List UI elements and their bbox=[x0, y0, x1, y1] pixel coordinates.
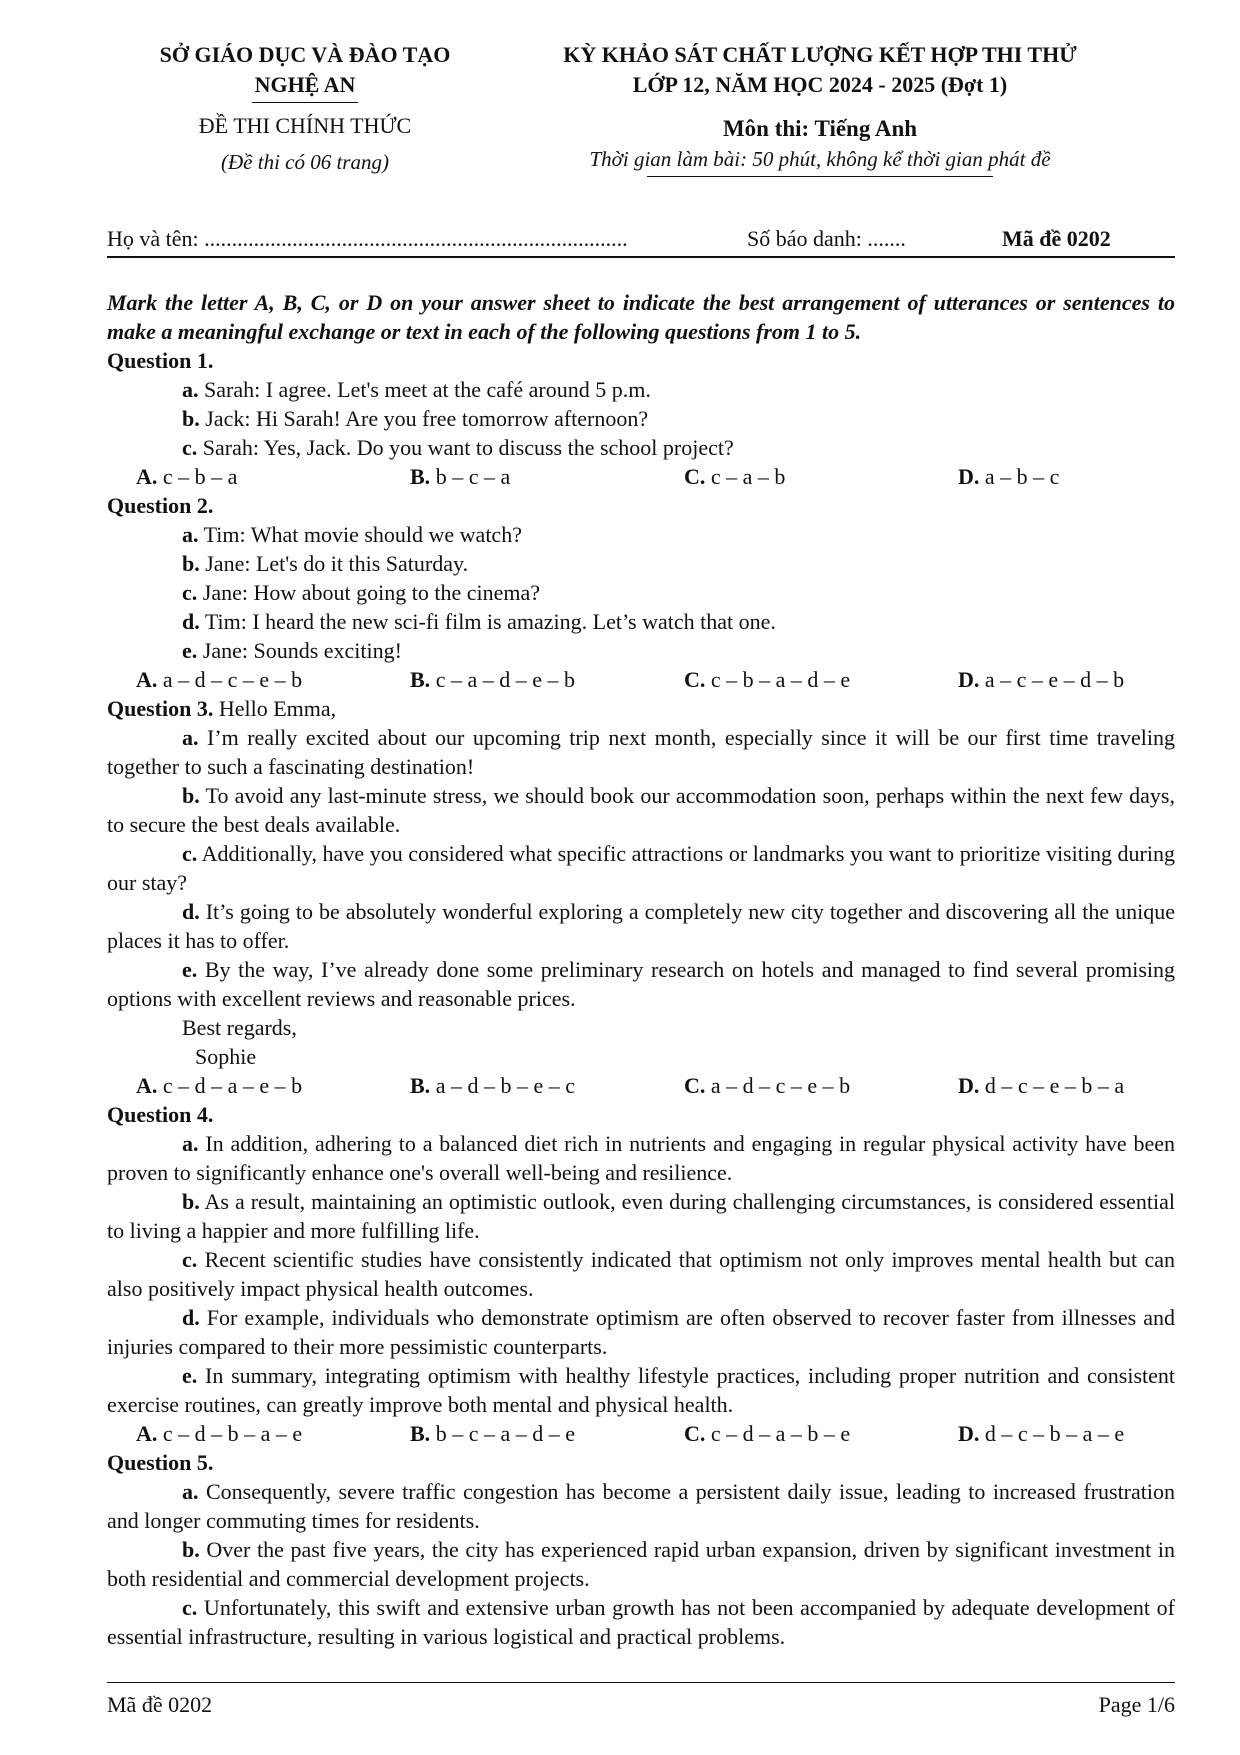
name-field: Họ và tên: ............................................................................. bbox=[107, 226, 628, 251]
subject-title: Môn thi: Tiếng Anh bbox=[722, 116, 918, 141]
footer-page-number: Page 1/6 bbox=[1098, 1692, 1175, 1717]
letter-closing: Best regards, bbox=[182, 1015, 297, 1040]
option-d[interactable]: D. d – c – b – a – e bbox=[958, 1421, 1125, 1446]
option-b[interactable]: B. b – c – a – d – e bbox=[410, 1421, 575, 1446]
question-item: e. In summary, integrating optimism with healthy lifestyle practices, including proper nutrition and consistent exercise routines, can greatly improve both mental and physical health. bbox=[107, 1363, 1175, 1417]
question-item: a. Consequently, severe traffic congestion has become a persistent daily issue, leading to increased frustration and longer commuting times for residents. bbox=[107, 1479, 1175, 1533]
option-a[interactable]: A. c – d – b – a – e bbox=[136, 1421, 303, 1446]
question-title: Question 2. bbox=[107, 493, 214, 518]
question-item: d. It’s going to be absolutely wonderful exploring a completely new city together and discovering all the unique places it has to offer. bbox=[107, 899, 1175, 953]
answer-options bbox=[107, 1419, 1175, 1448]
answer-options bbox=[107, 1071, 1175, 1100]
header-left bbox=[100, 40, 510, 177]
question-item: c. Sarah: Yes, Jack. Do you want to discuss the school project? bbox=[182, 435, 734, 460]
letter-greeting: Hello Emma, bbox=[213, 696, 337, 721]
question-title: Question 4. bbox=[107, 1102, 214, 1127]
exam-title-line1: KỲ KHẢO SÁT CHẤT LƯỢNG KẾT HỢP THI THỬ bbox=[563, 42, 1077, 67]
question-title: Question 3. bbox=[107, 696, 214, 721]
exam-title-line2: LỚP 12, NĂM HỌC 2024 - 2025 (Đợt 1) bbox=[632, 72, 1008, 97]
question-item: b. Jack: Hi Sarah! Are you free tomorrow afternoon? bbox=[182, 406, 649, 431]
question-item: d. Tim: I heard the new sci-fi film is amazing. Let’s watch that one. bbox=[182, 609, 776, 634]
question-title: Question 1. bbox=[107, 348, 214, 373]
exam-body bbox=[107, 288, 1175, 1651]
question-item: b. As a result, maintaining an optimistic outlook, even during challenging circumstances, is considered essential to living a happier and more fulfilling life. bbox=[107, 1189, 1175, 1243]
option-d[interactable]: D. a – b – c bbox=[958, 464, 1060, 489]
question-item: b. Over the past five years, the city has experienced rapid urban expansion, driven by significant investment in both residential and commercial development projects. bbox=[107, 1537, 1175, 1591]
pages-note: (Đề thi có 06 trang) bbox=[221, 150, 389, 174]
question-item: c. Jane: How about going to the cinema? bbox=[182, 580, 541, 605]
question-item: a. In addition, adhering to a balanced diet rich in nutrients and engaging in regular physical activity have been proven to significantly enhance one's overall well-being and resilience. bbox=[107, 1131, 1175, 1185]
question-2 bbox=[107, 491, 1175, 694]
time-note: Thời gian làm bài: 50 phút, không kể thời gian phát đề bbox=[589, 147, 1051, 171]
option-a[interactable]: A. c – d – a – e – b bbox=[136, 1073, 303, 1098]
exam-code: Mã đề 0202 bbox=[1002, 226, 1111, 251]
option-a[interactable]: A. a – d – c – e – b bbox=[136, 667, 303, 692]
question-title: Question 5. bbox=[107, 1450, 214, 1475]
candidate-info-line bbox=[107, 222, 1175, 258]
footer-exam-code: Mã đề 0202 bbox=[107, 1692, 213, 1717]
official-label: ĐỀ THI CHÍNH THỨC bbox=[198, 113, 412, 138]
question-item: b. To avoid any last-minute stress, we should book our accommodation soon, perhaps within the next few days, to secure the best deals available. bbox=[107, 783, 1175, 837]
option-b[interactable]: B. b – c – a bbox=[410, 464, 511, 489]
option-c[interactable]: C. c – d – a – b – e bbox=[684, 1421, 851, 1446]
letter-signature: Sophie bbox=[195, 1044, 257, 1069]
header-right-divider bbox=[647, 176, 993, 177]
header-left-divider bbox=[252, 102, 358, 103]
question-item: e. Jane: Sounds exciting! bbox=[182, 638, 402, 663]
question-item: a. Sarah: I agree. Let's meet at the café around 5 p.m. bbox=[182, 377, 651, 402]
question-item: c. Additionally, have you considered what specific attractions or landmarks you want to prioritize visiting during our stay? bbox=[107, 841, 1175, 895]
question-item: c. Unfortunately, this swift and extensive urban growth has not been accompanied by adequate development of essential infrastructure, resulting in various logistical and practical problems. bbox=[107, 1595, 1175, 1649]
option-a[interactable]: A. c – b – a bbox=[136, 464, 238, 489]
question-5 bbox=[107, 1448, 1175, 1651]
question-1 bbox=[107, 346, 1175, 491]
candidate-id-field: Số báo danh: ....... bbox=[747, 226, 906, 251]
instruction: Mark the letter A, B, C, or D on your answer sheet to indicate the best arrangement of utterances or sentences to make a meaningful exchange or text in each of the following questions from 1 to 5. bbox=[107, 290, 1175, 344]
answer-options bbox=[107, 462, 1175, 491]
option-c[interactable]: C. c – b – a – d – e bbox=[684, 667, 851, 692]
option-d[interactable]: D. a – c – e – d – b bbox=[958, 667, 1125, 692]
answer-options bbox=[107, 665, 1175, 694]
org-line2: NGHỆ AN bbox=[254, 72, 356, 97]
footer-divider bbox=[107, 1682, 1175, 1683]
question-item: b. Jane: Let's do it this Saturday. bbox=[182, 551, 469, 576]
question-item: a. Tim: What movie should we watch? bbox=[182, 522, 522, 547]
org-line1: SỞ GIÁO DỤC VÀ ĐÀO TẠO bbox=[159, 42, 451, 67]
option-d[interactable]: D. d – c – e – b – a bbox=[958, 1073, 1125, 1098]
option-b[interactable]: B. c – a – d – e – b bbox=[410, 667, 575, 692]
question-item: d. For example, individuals who demonstrate optimism are often observed to recover faster from illnesses and injuries compared to their more pessimistic counterparts. bbox=[107, 1305, 1175, 1359]
question-item: e. By the way, I’ve already done some preliminary research on hotels and managed to find several promising options with excellent reviews and reasonable prices. bbox=[107, 957, 1175, 1011]
header-right bbox=[520, 40, 1120, 177]
question-3 bbox=[107, 694, 1175, 1100]
question-item: a. I’m really excited about our upcoming trip next month, especially since it will be our first time traveling together to such a fascinating destination! bbox=[107, 725, 1175, 779]
option-c[interactable]: C. c – a – b bbox=[684, 464, 786, 489]
option-b[interactable]: B. a – d – b – e – c bbox=[410, 1073, 575, 1098]
question-4 bbox=[107, 1100, 1175, 1448]
option-c[interactable]: C. a – d – c – e – b bbox=[684, 1073, 851, 1098]
question-item: c. Recent scientific studies have consistently indicated that optimism not only improves mental health but can also positively impact physical health outcomes. bbox=[107, 1247, 1175, 1301]
